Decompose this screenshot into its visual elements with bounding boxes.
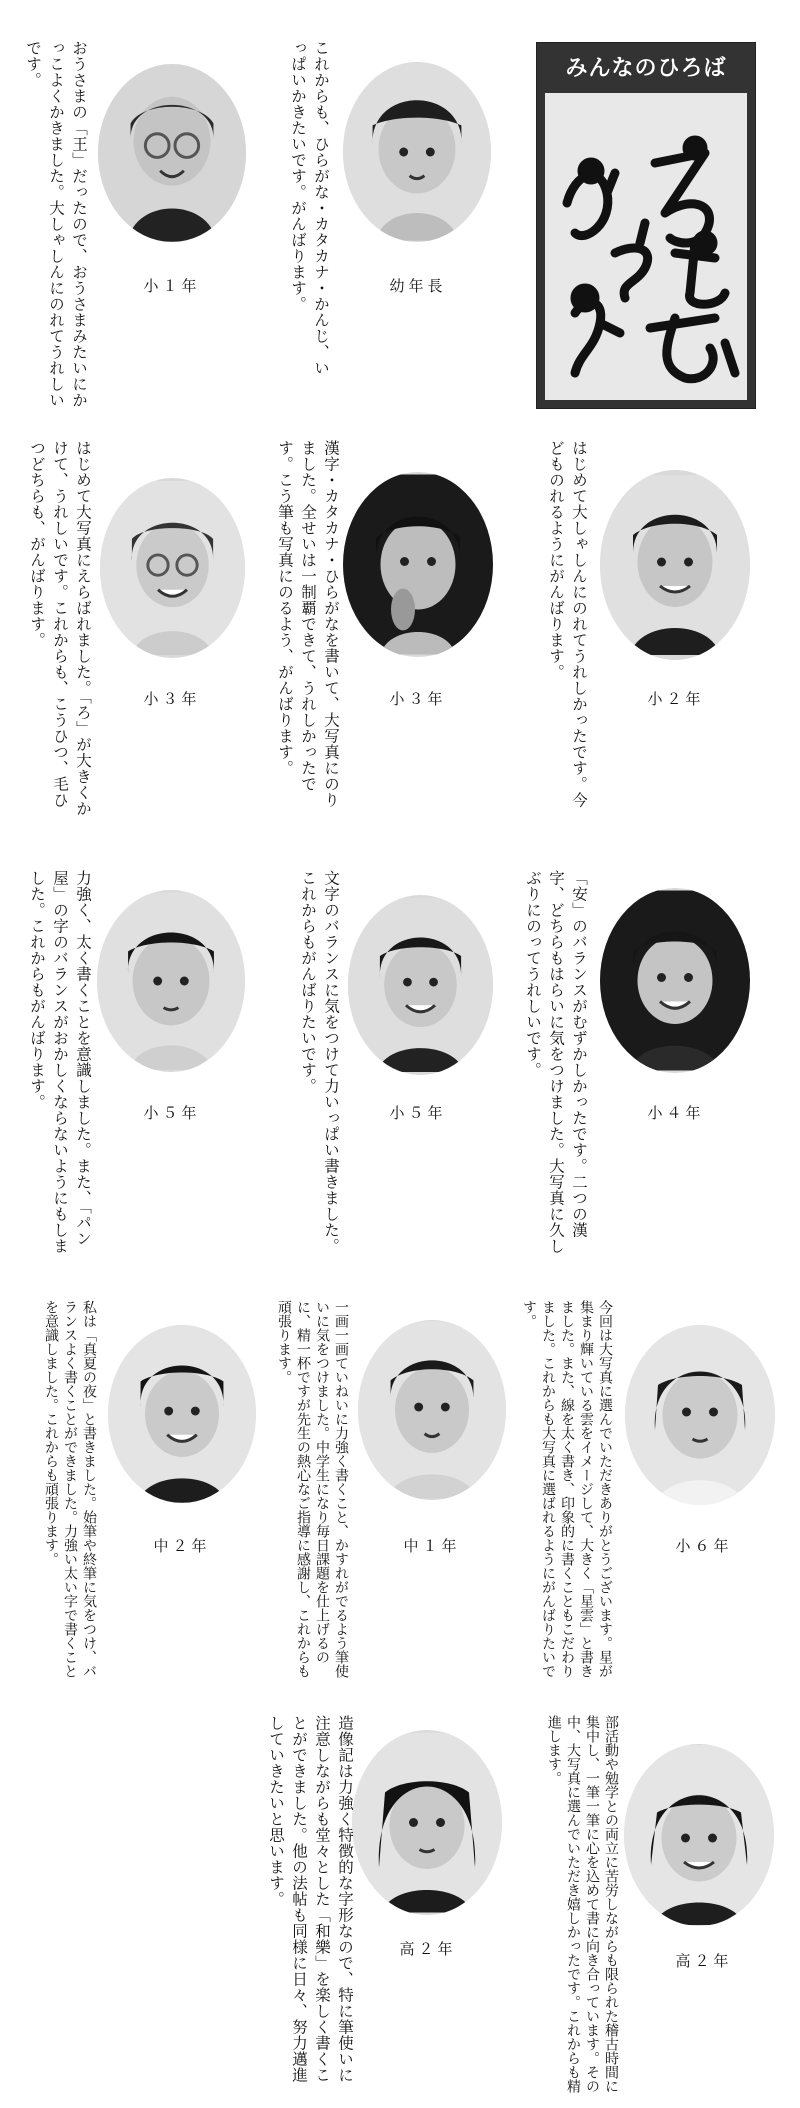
student-photo [625, 1325, 775, 1505]
student-comment: 部活動や勉学との両立に苦労しながらも限られた稽古時間に集中し、一筆一筆に心を込めて書に向き合っています。その中、大写真に選んでいただき嬉しかったです。これからも精進します。 [546, 1715, 619, 2093]
student-comment: はじめて大しゃしんにのれてうれしかったです。今どものれるようにがんばります。 [547, 440, 588, 808]
student-comment: 一画一画ていねいに力強く書くこと、かすれがでるよう筆使いに気をつけました。中学生になり毎日課題を仕上げるのに、精一杯ですが先生の熱心なご指導に感謝し、これからも頑張ります。 [276, 1300, 349, 1678]
student-comment: これからも、ひらがな・カタカナ・かんじ、いっぱいかきたいです。がんばります。 [289, 40, 330, 376]
grade-label: 高２年 [399, 1940, 457, 1958]
student-photo [100, 478, 245, 658]
grade-label: 小３年 [389, 690, 447, 708]
grade-label: 小１年 [143, 277, 201, 295]
student-photo [352, 1730, 502, 1915]
grade-label: 小５年 [389, 1104, 447, 1122]
calligraphy-artwork [545, 93, 747, 400]
calligraphy-image [545, 93, 747, 400]
grade-label: 中１年 [403, 1537, 461, 1555]
student-photo [343, 472, 493, 657]
grade-label: 小４年 [647, 1104, 705, 1122]
header-block [536, 42, 756, 409]
grade-label: 中２年 [153, 1537, 211, 1555]
student-comment: はじめて大写真にえらばれました。「ろ」が大きくかけて、うれしいです。これからも、こうひつ、毛ひつどちらも、がんばります。 [28, 440, 92, 817]
grade-label: 小３年 [143, 690, 201, 708]
student-photo [600, 470, 750, 660]
grade-label: 高２年 [675, 1952, 733, 1970]
page-title: みんなのひろば [565, 55, 727, 81]
student-photo [348, 895, 493, 1075]
student-comment: 造像記は力強く特徴的な字形なので、特に筆使いに注意しながらも堂々とした「和樂」を楽しく書くことができました。他の法帖も同様に日々、努力邁進していきたいと思います。 [267, 1715, 354, 2083]
student-comment: 私は「真夏の夜」と書きました。始筆や終筆に気をつけ、バランスよく書くことができました。力強い太い字で書くことを意識しました。これからも頑張ります。 [43, 1300, 97, 1678]
student-photo [624, 1744, 774, 1926]
grade-label: 小２年 [647, 690, 705, 708]
student-photo [108, 1325, 256, 1503]
grade-label: 幼年長 [389, 277, 447, 295]
student-comment: 「安」のバランスがむずかしかったです。二つの漢字、どちらもはらいに気をつけました。大写真に久しぶりにのってうれしいです。 [524, 870, 588, 1254]
student-comment: 今回は大写真に選んでいただきありがとうございます。星が集まり輝いている雲をイメージして、大きく「星雲」と書きました。また、線を太く書き、印象的に書くこともこだわりました。これからも大写真に選ばれるようにがんばりたいです。 [521, 1300, 613, 1678]
student-photo [600, 888, 750, 1073]
student-comment: 漢字・カタカナ・ひらがなを書いて、大写真にのりました。全せいは一制覇できて、うれしかったです。こう筆も写真にのるよう、がんばります。 [276, 440, 340, 808]
student-photo [97, 890, 245, 1072]
student-comment: 文字のバランスに気をつけて力いっぱい書きました。これからもがんばりたいです。 [299, 870, 340, 1254]
grade-label: 小５年 [143, 1104, 201, 1122]
grade-label: 小６年 [675, 1537, 733, 1555]
student-comment: おうさまの「王」だったので、おうさまみたいにかっこよくかきました。大しゃしんにのれてうれしいです。 [24, 40, 88, 408]
student-comment: 力強く、太く書くことを意識しました。また、「パン屋」の字のバランスがおかしくならないようにもしました。これからもがんばります。 [28, 870, 92, 1254]
student-photo [98, 64, 246, 242]
student-photo [343, 62, 491, 242]
student-photo [358, 1320, 506, 1500]
